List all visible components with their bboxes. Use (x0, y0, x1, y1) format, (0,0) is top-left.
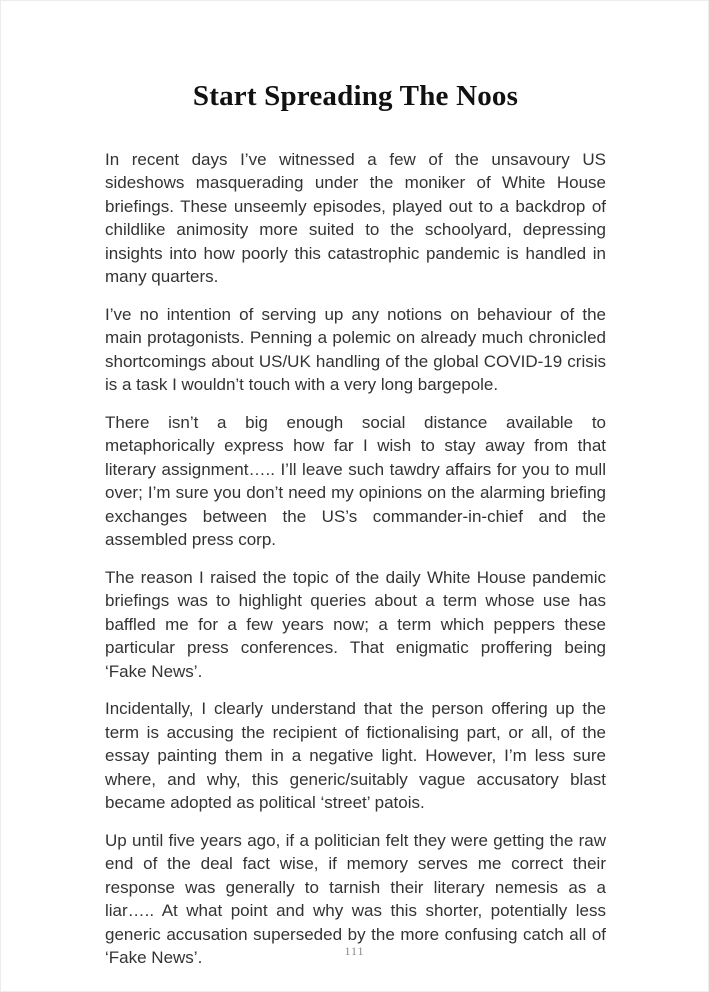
page-title: Start Spreading The Noos (192, 80, 519, 112)
paragraph: The reason I raised the topic of the daily White House pandemic briefings was to highlight queries about a term whose use has baffled me for a few years now; a term which peppers these particular press conferences. That enigmatic proffering being ‘Fake News’. (105, 567, 606, 681)
body-text (105, 148, 606, 970)
paragraph: Incidentally, I clearly understand that the person offering up the term is accusing the recipient of fictionalising part, or all, of the essay painting them in a negative light. However, I’m less sure where, and why, this generic/suitably vague accusatory blast became adopted as political ‘street’ patois. (105, 699, 606, 813)
page-content (105, 79, 606, 970)
paragraph: There isn’t a big enough social distance available to metaphorically express how far I wish to stay away from that literary assignment….. I’ll leave such tawdry affairs for you to mull over; I’m sure you don’t need my opinions on the alarming briefing exchanges between the US’s commander-in-chief and the assembled press corp. (105, 412, 606, 550)
paragraph: In recent days I’ve witnessed a few of the unsavoury US sideshows masquerading under the moniker of White House briefings. These unseemly episodes, played out to a backdrop of childlike animosity more suited to the schoolyard, depressing insights into how poorly this catastrophic pandemic is handled in many quarters. (105, 149, 606, 287)
paragraph: I’ve no intention of serving up any notions on behaviour of the main protagonists. Penning a polemic on already much chronicled shortcomings about US/UK handling of the global COVID-19 crisis is a task I wouldn’t touch with a very long bargepole. (105, 304, 606, 395)
paragraph: Up until five years ago, if a politician felt they were getting the raw end of the deal fact wise, if memory serves me correct their response was generally to tarnish their literary nemesis as a liar….. At what point and why was this shorter, potentially less generic accusation superseded by the more confusing catch all of ‘Fake News’. (105, 830, 606, 968)
page-number: 111 (344, 944, 365, 958)
